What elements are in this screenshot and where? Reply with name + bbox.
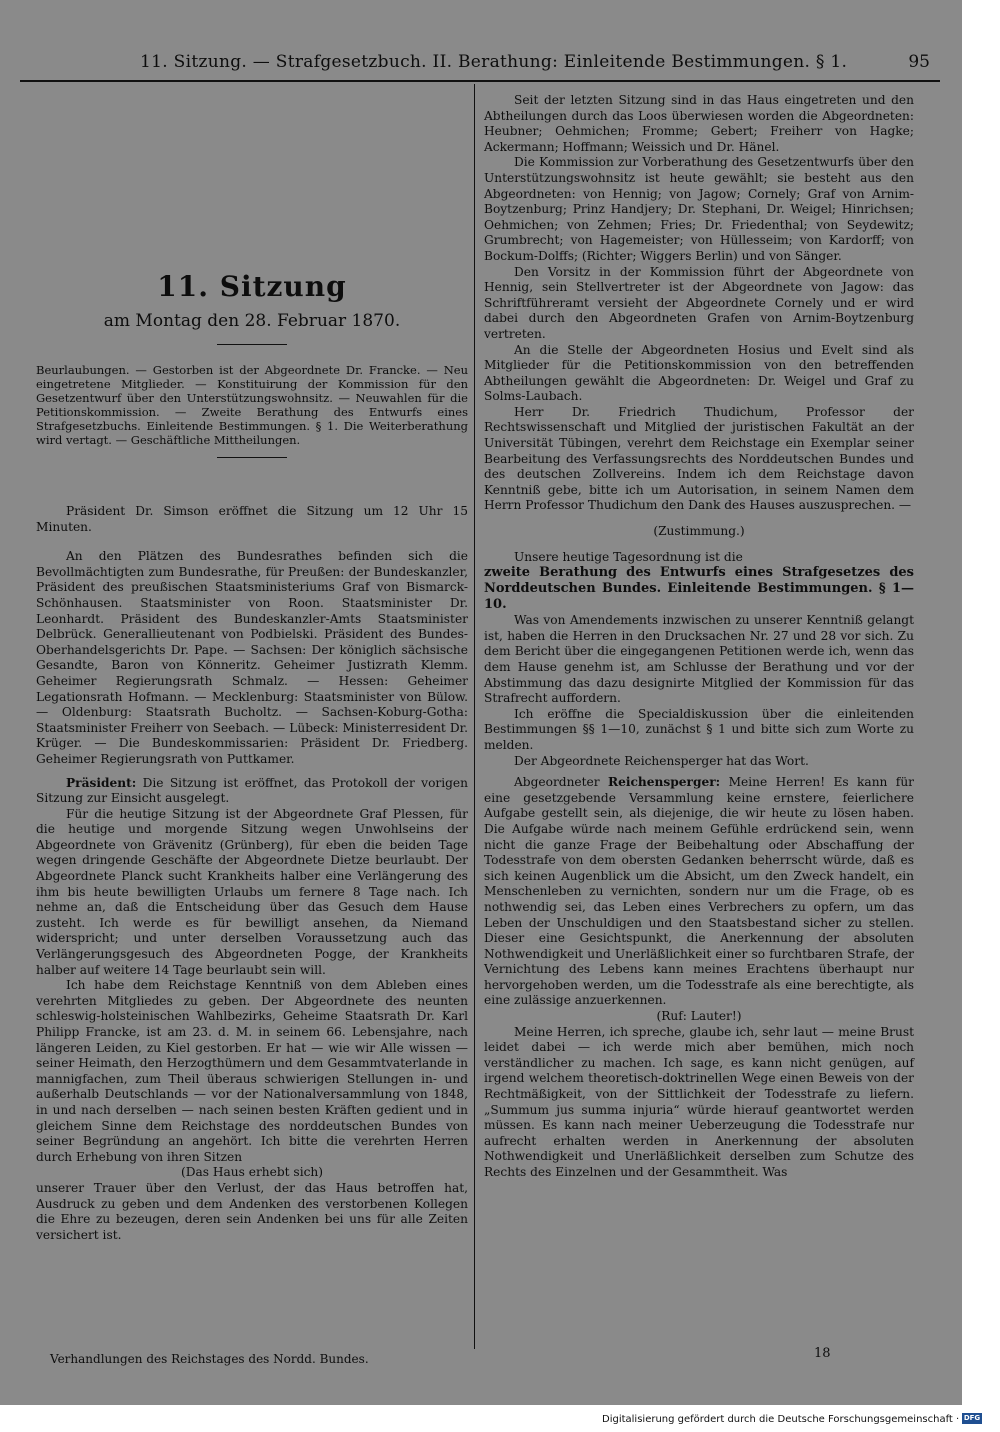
paragraph: Präsident: Die Sitzung ist eröffnet, das Protokoll der vorigen Sitzung zur Einsicht ausgelegt. — [36, 775, 468, 806]
agenda-topic: zweite Berathung des Entwurfs eines Strafgesetzes des Norddeutschen Bundes. Einleitende Bestimmungen. § 1—10. — [484, 565, 914, 613]
footer-publication: Verhandlungen des Reichstages des Nordd. Bundes. — [50, 1352, 369, 1366]
header-title: 11. Sitzung. — Strafgesetzbuch. II. Berathung: Einleitende Bestimmungen. § 1. — [140, 52, 848, 72]
dfg-logo[interactable]: DFG — [963, 1414, 981, 1422]
session-title: 11. Sitzung — [157, 270, 347, 303]
paragraph: Abgeordneter Reichensperger: Meine Herren! Es kann für eine gesetzgebende Versammlung keine ernstere, feierlichere Aufgabe gestellt sein, als diejenige, die wir heute zu lösen haben. Die Aufgabe würde nach meinem Gefühle erdrückend sein, wenn nicht die ganze Frage der Beibehaltung oder Abschaffung der Todesstrafe von dem obersten Gedanken beherrscht würde, daß es sich keinen Augenblick um die Absicht, um den Zweck handelt, ein Menschenleben zu vernichten, sondern nur um die Frage, ob es nothwendig sei, das Leben eines Verbrechers zu opfern, um das Leben der Unschuldigen und den Staatsbestand sicher zu stellen. Dieser eine Gesichtspunkt, die Anerkennung der absoluten Nothwendigkeit und Unerläßlichkeit einer so furchtbaren Strafe, der Vernichtung des Lebens kann meines Erachtens überhaupt nur hervorgehoben werden, um die Todesstrafe als eine berechtigte, als eine zulässige anzuerkennen. — [484, 775, 914, 1008]
speaker-name: Reichensperger: — [608, 775, 721, 790]
header-rule — [20, 80, 940, 82]
paragraph: Herr Dr. Friedrich Thudichum, Professor der Rechtswissenschaft und Mitglied der juristischen Fakultät an der Universität Tübingen, verehrt dem Reichstage ein Exemplar seiner Bearbeitung des Verfassungsrechts des Norddeutschen Bundes und des deutschen Zollvereins. Indem ich dem Reichstage davon Kenntniß gebe, bitte ich um Autorisation, in seinem Namen dem Herrn Professor Thudichum den Dank des Hauses auszusprechen. — — [484, 404, 914, 513]
left-column — [36, 90, 468, 1243]
right-column — [484, 93, 914, 1181]
paragraph: Für die heutige Sitzung ist der Abgeordnete Graf Plessen, für die heutige und morgende Sitzung wegen Unwohlseins der Abgeordnete von Grävenitz (Grünberg), für eben die beiden Tage wegen dringende Geschäfte der Abgeordnete Dietze beurlaubt. Der Abgeordnete Planck sucht Krankheits halber eine Verlängerung des ihm bis heute bewilligten Urlaubs um fernere 8 Tage nach. Ich nehme an, daß die Entscheidung über das Gesuch dem Hause zusteht. Ich werde es für bewilligt ansehen, da Niemand widerspricht; und unter derselben Voraussetzung auch das Verlängerungsgesuch des Abgeordneten Pogge, der Krankheits halber auf weitere 14 Tage beurlaubt sein will. — [36, 806, 468, 977]
page-number: 95 — [908, 52, 930, 72]
paragraph: Seit der letzten Sitzung sind in das Haus eingetreten und den Abtheilungen durch das Loos überwiesen worden die Abgeordneten: Heubner; Oehmichen; Fromme; Gebert; Freiherr von Hagke; Ackermann; Hoffmann; Weissich und Dr. Hänel. — [484, 93, 914, 154]
paragraph: Den Vorsitz in der Kommission führt der Abgeordnete von Hennig, sein Stellvertreter ist der Abgeordnete von Jagow: das Schriftführeramt versieht der Abgeordnete Cornely und er wird dabei durch den Abgeordneten Grafen von Arnim-Boytzenburg vertreten. — [484, 264, 914, 341]
column-divider — [474, 84, 475, 1349]
stage-direction: (Ruf: Lauter!) — [656, 1009, 742, 1024]
paragraph: An den Plätzen des Bundesrathes befinden sich die Bevollmächtigten zum Bundesrathe, für Preußen: der Bundeskanzler, Präsident des preußischen Staatsministeriums Graf von Bismarck-Schönhausen. Staatsminister von Roon. Staatsminister Dr. Leonhardt. Präsident des Bundeskanzler-Amts Staatsminister Delbrück. Generallieutenant von Podbielski. Präsident des Bundes-Oberhandelsgerichts Dr. Pape. — Sachsen: Der königlich sächsische Gesandte, Baron von Könneritz. Geheimer Justizrath Klemm. Geheimer Regierungsrath Schmalz. — Hessen: Geheimer Legationsrath Hofmann. — Mecklenburg: Staatsminister von Bülow. — Oldenburg: Staatsrath Bucholtz. — Sachsen-Koburg-Gotha: Staatsminister Freiherr von Seebach. — Lübeck: Ministerresident Dr. Krüger. — Die Bundeskommissarien: Präsident Dr. Friedberg. Geheimer Regierungsrath von Puttkamer. — [36, 549, 468, 766]
paragraph: Unsere heutige Tagesordnung ist die — [514, 549, 743, 564]
paragraph: Ich eröffne die Specialdiskussion über die einleitenden Bestimmungen §§ 1—10, zunächst § 1 und bitte sich zum Worte zu melden. — [484, 706, 914, 752]
signature-number: 18 — [814, 1346, 831, 1361]
paragraph: Was von Amendements inzwischen zu unserer Kenntniß gelangt ist, haben die Herren in den Drucksachen Nr. 27 und 28 vor sich. Zu dem Bericht über die eingegangenen Petitionen werde ich, wenn das dem Hause genehm ist, am Schlusse der Berathung und vor der Abstimmung das dazu designirte Mitglied der Kommission für das Strafrecht auffordern. — [484, 613, 914, 706]
paragraph: unserer Trauer über den Verlust, der das Haus betroffen hat, Ausdruck zu geben und dem Andenken des verstorbenen Kollegen die Ehre zu bezeugen, deren sein Andenken bei uns für alle Zeiten versichert ist. — [36, 1180, 468, 1242]
speaker-name: Präsident: — [66, 775, 137, 790]
paragraph: Präsident Dr. Simson eröffnet die Sitzung um 12 Uhr 15 Minuten. — [36, 504, 468, 534]
paragraph: An die Stelle der Abgeordneten Hosius und Evelt sind als Mitglieder für die Petitionskommission von den betreffenden Abtheilungen gewählt die Abgeordneten: Dr. Weigel und Graf zu Solms-Laubach. — [484, 342, 914, 404]
paragraph: Der Abgeordnete Reichensperger hat das Wort. — [514, 753, 809, 768]
running-header — [20, 48, 940, 80]
stage-direction: (Das Haus erhebt sich) — [180, 1165, 324, 1180]
session-date: am Montag den 28. Februar 1870. — [103, 311, 401, 331]
session-summary: Beurlaubungen. — Gestorben ist der Abgeordnete Dr. Francke. — Neu eingetretene Mitglieder. — Konstituirung der Kommission für den Gesetzentwurf über den Unterstützungswohnsitz. — Neuwahlen für die Petitionskommission. — Zweite Berathung des Entwurfs eines Strafgesetzbuchs. Einleitende Bestimmungen. § 1. Die Weiterberathung wird vertagt. — Geschäftliche Mittheilungen. — [36, 363, 468, 447]
digitization-credit: Digitalisierung gefördert durch die Deutsche Forschungsgemeinschaft · — [602, 1414, 960, 1425]
stage-direction: (Zustimmung.) — [653, 524, 745, 539]
title-rule — [217, 344, 287, 345]
paragraph: Ich habe dem Reichstage Kenntniß von dem Ableben eines verehrten Mitgliedes zu geben. Der Abgeordnete des neunten schleswig-holsteinischen Wahlbezirks, Geheime Staatsrath Dr. Karl Philipp Francke, ist am 23. d. M. in seinem 66. Lebensjahre, nach längeren Leiden, zu Kiel gestorben. Er hat — wie wir Alle wissen — seiner Heimath, den Herzogthümern und dem Gesammtvaterlande in mannigfachen, zum Theil überaus schwierigen Stellungen in- und außerhalb Deutschlands — vor der Nationalversammlung von 1848, in und nach derselben — nach seinen besten Kräften gedient und in gleichem Sinne dem Reichstage des norddeutschen Bundes von seiner Begründung an angehört. Ich bitte die verehrten Herren durch Erhebung von ihren Sitzen — [36, 978, 468, 1164]
paragraph: Die Kommission zur Vorberathung des Gesetzentwurfs über den Unterstützungswohnsitz ist heute gewählt; sie besteht aus den Abgeordneten: von Hennig; von Jagow; Cornely; Graf von Arnim-Boytzenburg; Prinz Handjery; Dr. Stephani, Dr. Weigel; Hinrichsen; Oehmichen; von Zehmen; Fries; Dr. Friedenthal; von Seydewitz; Grumbrecht; von Hagemeister; von Hüllesseim; von Kardorff; von Bockum-Dolffs; (Richter; Wiggers Berlin) und von Sänger. — [484, 155, 914, 263]
paragraph: Meine Herren, ich spreche, glaube ich, sehr laut — meine Brust leidet dabei — ich werde mich aber bemühen, mich noch verständlicher zu machen. Ich sage, es kann nicht genügen, auf irgend welchem theoretisch-doktrinellen Wege einen Beweis von der Rechtmäßigkeit, von der Sittlichkeit der Todesstrafe zu liefern. „Summum jus summa injuria“ würde hierauf geantwortet werden müssen. Es kann nach meiner Ueberzeugung die Todesstrafe nur aufrecht erhalten werden in Anerkennung der absoluten Nothwendigkeit und Unerläßlichkeit derselben zum Schutze des Rechts des Einzelnen und der Gesammtheit. Was — [484, 1024, 914, 1179]
